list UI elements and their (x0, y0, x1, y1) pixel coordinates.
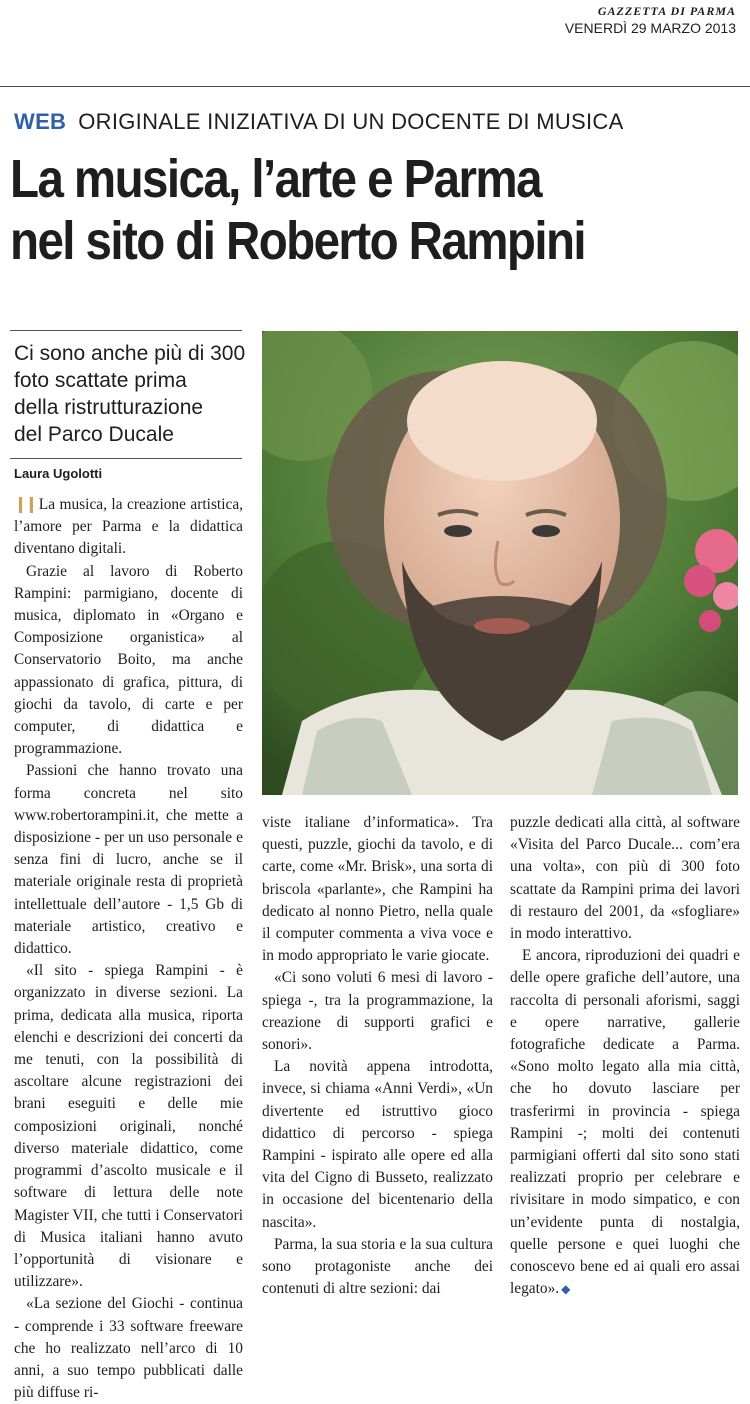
paragraph: La novità appena introdotta, invece, si chiama «Anni Verdi», «Un divertente ed istruttivo gioco didattico di percorso - spiega Rampini - ispirato alle opere ed alla vita del Cigno di Busseto, realizzato in occasione del bicentenario della nascita». (262, 1058, 493, 1231)
paragraph: «La sezione del Giochi - continua - comprende i 33 software freeware che ho realizzato nell’arco di 10 anni, a suo tempo pubblicati dalle più diffuse ri- (14, 1295, 243, 1402)
subhead-line-2: foto scattate prima (14, 369, 187, 392)
subhead-rule-bottom (10, 458, 242, 459)
paragraph: «Ci sono voluti 6 mesi di lavoro - spiega -, tra la programmazione, la creazione di supporti grafici e sonori». (262, 969, 493, 1054)
masthead (565, 4, 736, 36)
text-column-1 (14, 494, 243, 1404)
subhead-line-3: della ristrutturazione (14, 396, 204, 419)
paragraph: puzzle dedicati alla città, al software «Visita del Parco Ducale... com’era una volta», con più di 300 foto scattate da Rampini prima dei lavori di restauro del 2001, da «sfogliare» in modo interattivo. (510, 814, 740, 943)
issue-date: VENERDÌ 29 MARZO 2013 (564, 20, 736, 36)
subhead-line-1: Ci sono anche più di 300 (14, 342, 246, 365)
section-tag: WEB (14, 109, 67, 134)
top-rule (0, 86, 750, 87)
end-mark-icon: ◆ (561, 1282, 571, 1297)
paragraph: Passioni che hanno trovato una forma concreta nel sito www.robertorampini.it, che mette a disposizione - per un uso personale e senza fini di lucro, anche se il materiale originale resta di proprietà intellettuale dell’autore - 1,5 Gb di materiale artistico, creativo e didattico. (14, 762, 243, 958)
paragraph-text: La musica, la creazione artistica, l’amore per Parma e la didattica diventano digitali. (14, 496, 243, 558)
subhead (14, 340, 250, 448)
headline-line-2: nel sito di Roberto Rampini (10, 211, 586, 271)
paragraph: Parma, la sua storia e la sua cultura sono protagoniste anche dei contenuti di altre sezioni: dai (262, 1235, 493, 1298)
paragraph: Grazie al lavoro di Roberto Rampini: parmigiano, docente di musica, diplomato in «Organo e Composizione organistica» al Conservatorio Boito, ma anche appassionato di grafica, pittura, di giochi da tavolo, di carte e per computer, di didattica e programmazione. (14, 562, 243, 758)
lead-mark-icon: ❙❙ (14, 496, 36, 513)
paragraph (14, 494, 243, 561)
subhead-line-4: del Parco Ducale (14, 423, 174, 446)
paragraph (510, 945, 740, 1300)
paragraph-text: E ancora, riproduzioni dei quadri e delle opere grafiche dell’autore, una raccolta di personali aforismi, saggi e opere narrative, gallerie fotografiche dedicate a Parma. «Sono molto legato alla mia città, che ho dovuto lasciare per trasferirmi in provincia - spiega Rampini -; molti dei contenuti parmigiani offerti dal sito sono stati realizzati proprio per celebrare e rivisitare in modo simpatico, e con un’evidente punta di nostalgia, quelle persone e quei luoghi che conoscevo bene ed ai quali ero assai legato». (510, 947, 740, 1298)
headline (10, 148, 661, 272)
kicker (14, 109, 624, 135)
portrait-photo (262, 331, 738, 795)
headline-line-1: La musica, l’arte e Parma (10, 149, 541, 209)
portrait-illustration (262, 331, 738, 795)
byline: Laura Ugolotti (14, 466, 103, 481)
text-column-3 (510, 812, 740, 1300)
kicker-text: ORIGINALE INIZIATIVA DI UN DOCENTE DI MUSICA (78, 109, 624, 134)
text-column-2 (262, 812, 493, 1300)
newspaper-name: GAZZETTA DI PARMA (597, 4, 736, 18)
paragraph: «Il sito - spiega Rampini - è organizzato in diverse sezioni. La prima, dedicata alla musica, riporta elenchi e descrizioni dei concerti da me tenuti, con la possibilità di ascoltare alcune registrazioni dei brani eseguiti e delle mie composizioni originali, nonché diverso materiale didattico, come programmi d’ascolto musicale e il software di lettura delle note Magister VII, che tutti i Conservatori di Musica italiani hanno avuto l’opportunità di visionare e utilizzare». (14, 962, 243, 1291)
subhead-rule-top (10, 330, 242, 331)
paragraph: viste italiane d’informatica». Tra questi, puzzle, giochi da tavolo, e di carte, come «Mr. Brisk», una sorta di briscola «parlante», che Rampini ha dedicato al nonno Pietro, nella quale il computer commenta a viva voce e in modo appropriato le varie giocate. (262, 814, 493, 965)
